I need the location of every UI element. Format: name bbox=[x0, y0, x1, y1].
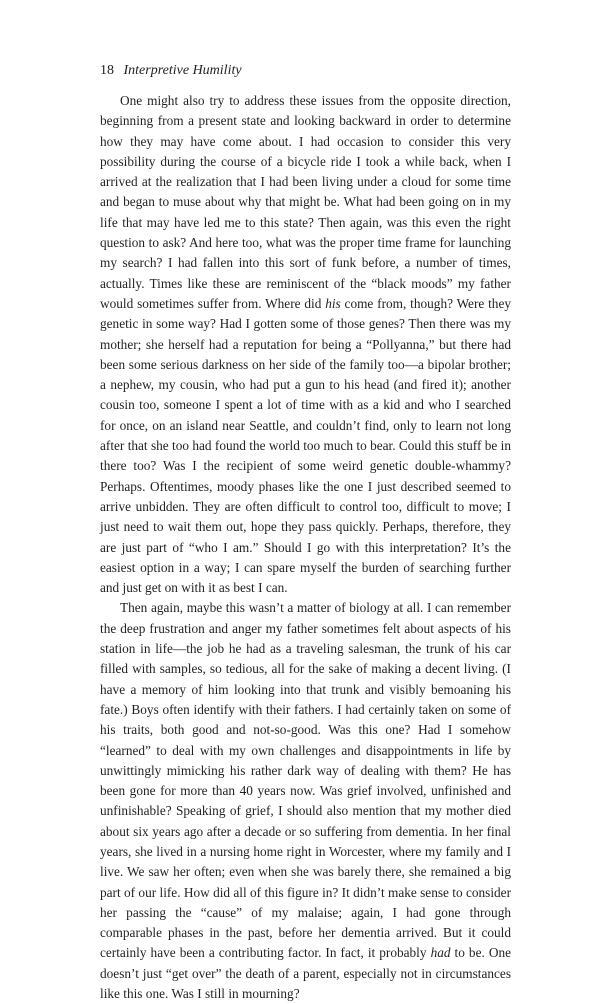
paragraph-1 bbox=[100, 91, 511, 598]
page-number: 18 bbox=[100, 63, 114, 78]
text-run: Then again, maybe this wasn’t a matter of biology at all. I can remember the deep frustration and anger my father sometimes felt about aspects of his station in life—the job he had as a traveling salesman, the trunk of his car filled with samples, so tedious, all for the sake of making a decent living. (I have a memory of him looking into that trunk and visibly bemoaning his fate.) Boys often identify with their fathers. I had certainly taken on some of his traits, both good and not-so-good. Was this one? Had I somehow “learned” to deal with my own challenges and disappointments in life by unwittingly mimicking his rather dark way of dealing with them? He has been gone for more than 40 years now. Was grief involved, unfinished and unfinishable? Speaking of grief, I should also mention that my mother died about six years ago after a decade or so suffering from dementia. In her final years, she lived in a nursing home right in Worcester, where my family and I live. We saw her often; even when she was barely there, she remained a big part of our life. How did all of this figure in? It didn’t make sense to consider her passing the “cause” of my malaise; again, I had gone through comparable phases in the past, before her dementia arrived. But it could certainly have been a contributing factor. In fact, it probably bbox=[100, 600, 511, 961]
book-title: Interpretive Humility bbox=[123, 63, 242, 78]
text-run: to be. One doesn’t just “get over” the death of a parent, especially not in circumstances like this one. Was I still in mourning? bbox=[100, 945, 511, 1002]
text-run: come from, though? Were they genetic in some way? Had I gotten some of those genes? Then there was my mother; she herself had a reputation for being a “Pollyanna,” but there had been some serious darkness on her side of the family too—a bipolar brother; a nephew, my cousin, who had put a gun to his head (and fired it); another cousin too, someone I spent a lot of time with as a kid and who I searched for once, on an island near Seattle, and couldn’t find, only to learn not long after that she too had found the world too much to bear. Could this stuff be in there too? Was I the recipient of some weird genetic double-whammy? Perhaps. Oftentimes, moody phases like the one I just described seemed to arrive unbidden. They are often difficult to control too, difficult to move; I just need to wait them out, hope they pass quickly. Perhaps, therefore, they are just part of “who I am.” Should I go with this interpretation? It’s the easiest option in a way; I can spare myself the burden of searching further and just get on with it as best I can. bbox=[100, 295, 512, 596]
body-text bbox=[100, 91, 511, 1004]
paragraph-2 bbox=[100, 598, 511, 1004]
book-page bbox=[100, 62, 511, 1004]
emphasis-text: his bbox=[325, 295, 341, 311]
emphasis-text: had bbox=[430, 945, 451, 961]
text-run: One might also try to address these issues from the opposite direction, beginning from a present state and looking backward in order to determine how they may have come about. I had occasion to consider this very possibility during the course of a bicycle ride I took a while back, when I arrived at the realization that I had been living under a cloud for some time and began to muse about why that might be. What had been going on in my life that may have led me to this state? Then again, was this even the right question to ask? And here too, what was the proper time frame for launching my search? I had fallen into this sort of funk before, a number of times, actually. Times like these are reminiscent of the “black moods” my father would sometimes suffer from. Where did bbox=[100, 93, 511, 311]
running-head bbox=[100, 62, 511, 80]
